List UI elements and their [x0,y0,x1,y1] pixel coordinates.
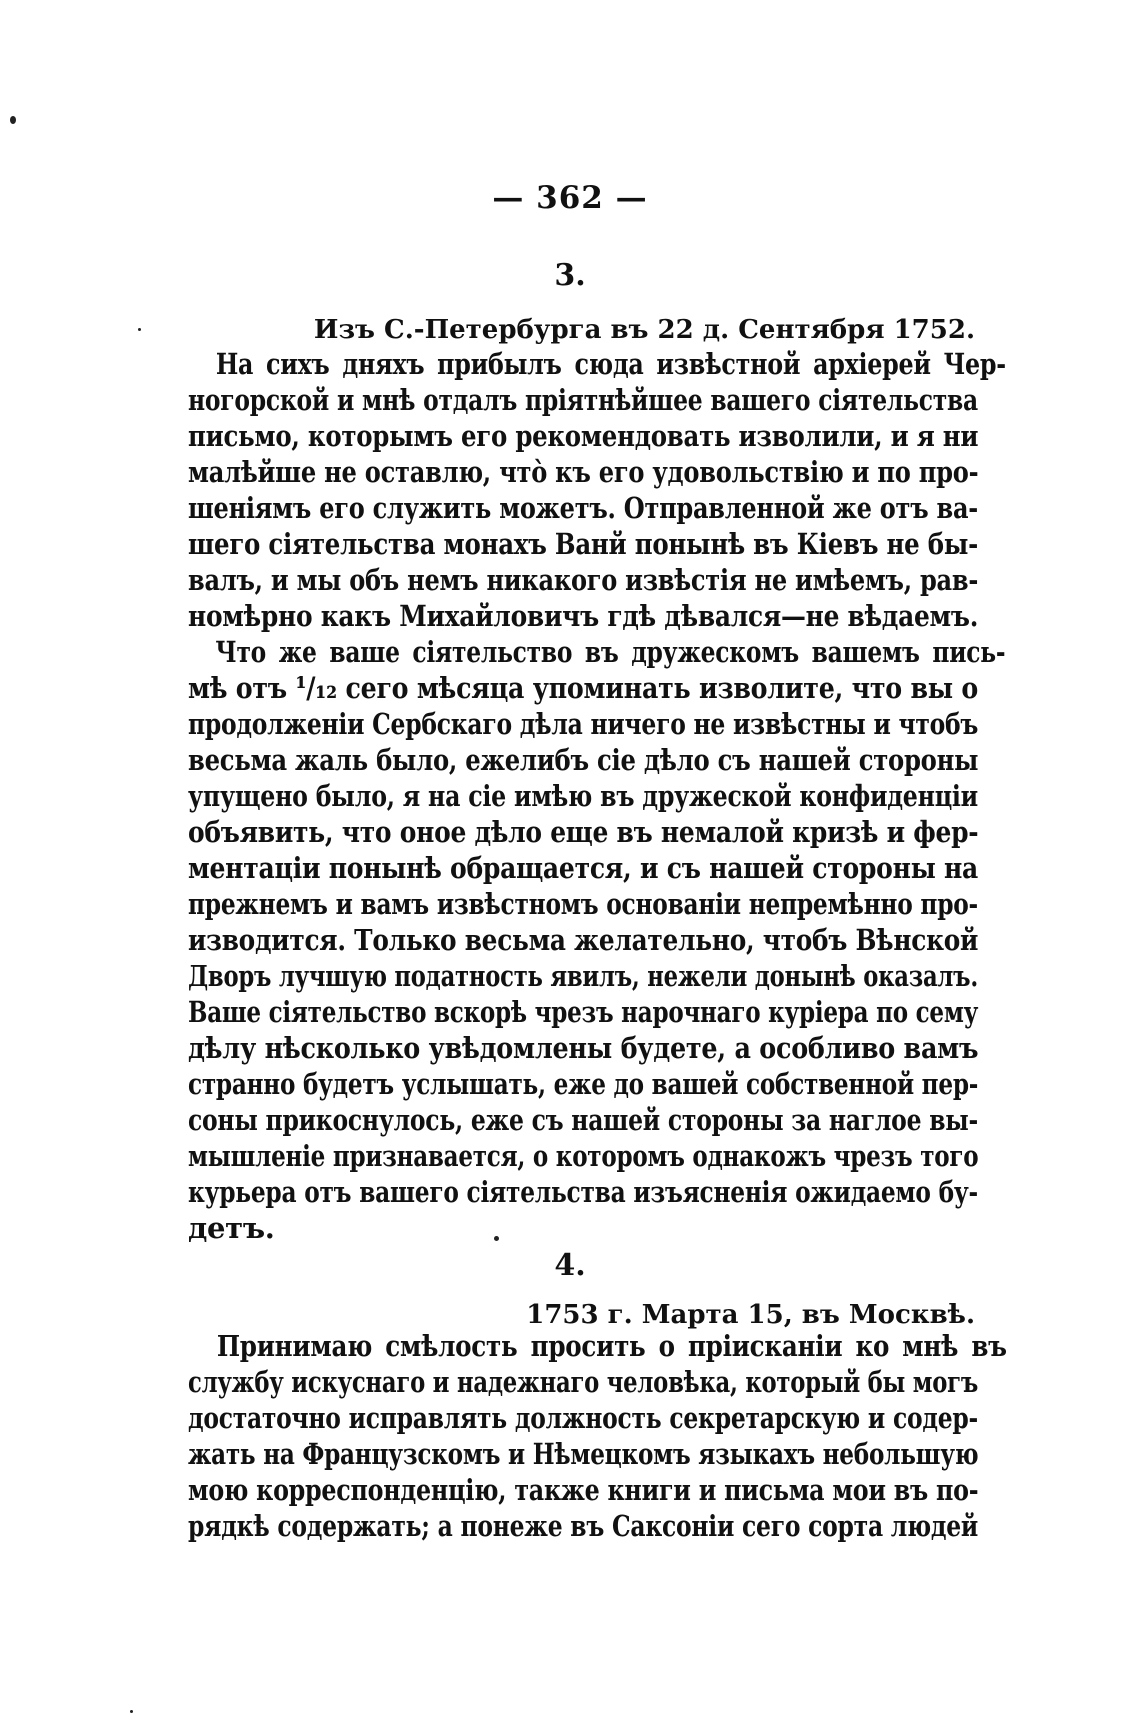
text-line: прежнемъ и вамъ извѣстномъ основаніи непремѣнно про- [188,887,978,921]
scan-speck [10,116,16,124]
letter-4-heading: 4. [554,1248,586,1283]
letter-4-dateline: 1753 г. Марта 15, въ Москвѣ. [526,1300,975,1330]
text-line: малѣйше не оставлю, что̀ къ его удовольствію и по про- [188,455,979,489]
text-line: курьера отъ вашего сіятельства изъясненія ожидаемо бу- [188,1175,978,1209]
page-number: — 362 — [492,180,648,216]
text-line: номѣрно какъ Михайловичъ гдѣ дѣвался—не вѣдаемъ. [188,599,979,633]
letter-3-paragraph-2 [188,634,1006,1246]
text-line: письмо, которымъ его рекомендовать изволили, и я ни [188,419,979,453]
text-line: объявить, что оное дѣло еще въ немалой кризѣ и фер- [188,815,979,849]
text-line: детъ. [188,1211,275,1245]
text-line: весьма жаль было, ежелибъ сіе дѣло съ нашей стороны [188,743,979,777]
scan-speck [138,328,141,331]
text-line: шеніямъ его служить можетъ. Отправленной же отъ ва- [188,491,979,525]
letter-4-paragraph-1 [188,1328,1007,1544]
scan-speck [130,1710,133,1713]
text-line: Ваше сіятельство вскорѣ чрезъ нарочнаго куріера по сему [188,995,979,1029]
text-line: валъ, и мы объ немъ никакого извѣстія не имѣемъ, рав- [188,563,979,597]
text-line: ментаціи понынѣ обращается, и съ нашей стороны на [188,851,979,885]
letter-3-heading: 3. [554,258,586,293]
text-line: Дворъ лучшую податность явилъ, нежели донынѣ оказалъ. [188,959,979,993]
letter-3-dateline: Изъ С.-Петербурга въ 22 д. Сентября 1752. [313,315,975,345]
text-line: жать на Французскомъ и Нѣмецкомъ языкахъ небольшую [188,1437,979,1471]
text-line: дѣлу нѣсколько увѣдомлены будете, а особливо вамъ [188,1031,979,1065]
text-line: рядкѣ содержать; а понеже въ Саксоніи сего сорта людей [188,1509,979,1543]
text-line: Что же ваше сіятельство въ дружескомъ вашемъ пись- [215,635,1006,669]
text-line: упущено было, я на сіе имѣю въ дружеской конфиденціи [188,779,978,813]
text-line: достаточно исправлять должность секретарскую и содер- [188,1401,978,1435]
text-line: мышленіе признавается, о которомъ однакожъ чрезъ того [188,1139,979,1173]
text-line: На сихъ дняхъ прибылъ сюда извѣстной архіерей Чер- [215,347,1006,381]
text-line: изводится. Только весьма желательно, чтобъ Вѣнской [188,923,979,957]
text-line: мѣ отъ ¹/₁₂ сего мѣсяца упоминать изволите, что вы о [188,671,979,705]
text-line: службу искуснаго и надежнаго человѣка, который бы могъ [188,1365,979,1399]
text-line: продолженіи Сербскаго дѣла ничего не извѣстны и чтобъ [188,707,979,741]
text-line: мою корреспонденцію, также книги и письма мои въ по- [188,1473,979,1507]
letter-3-paragraph-1 [188,346,1006,634]
text-line: ногорской и мнѣ отдалъ пріятнѣйшее вашего сіятельства [188,383,978,417]
text-line: странно будетъ услышать, еже до вашей собственной пер- [188,1067,979,1101]
text-line: Принимаю смѣлость просить о прiисканіи ко мнѣ въ [216,1329,1007,1363]
text-line: соны прикоснулось, еже съ нашей стороны за наглое вы- [188,1103,979,1137]
text-line: шего сіятельства монахъ Ванй понынѣ въ Кіевъ не бы- [188,527,978,561]
